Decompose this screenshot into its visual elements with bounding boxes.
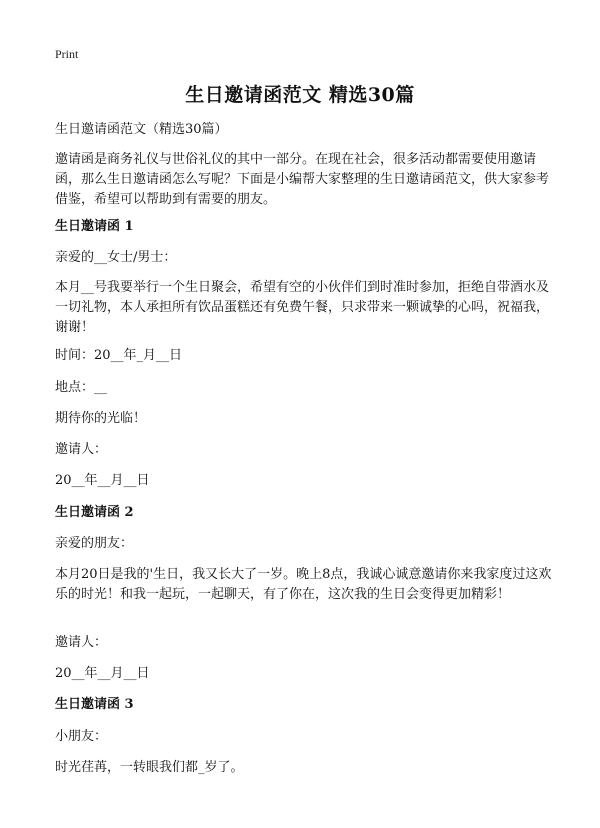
letter1-time: 时间：20__年_月__日 (55, 348, 183, 363)
letter1-heading: 生日邀请函 1 (55, 219, 134, 234)
letter2-greeting: 亲爱的朋友： (55, 536, 134, 551)
letter3-greeting: 小朋友： (55, 729, 108, 744)
letter2-date: 20__年__月__日 (55, 666, 150, 681)
letter2-inviter: 邀请人： (55, 635, 108, 650)
letter2-heading: 生日邀请函 2 (55, 505, 134, 520)
intro-subtitle: 生日邀请函范文（精选30篇） (55, 122, 228, 137)
intro-paragraph: 邀请函是商务礼仪与世俗礼仪的其中一部分。在现在社会，很多活动都需要使用邀请函，那么生日邀请函怎么写呢？下面是小编帮大家整理的生日邀请函范文，供大家参考借鉴，希望可以帮助到有需要的朋友。 (55, 152, 550, 207)
letter1-body: 本月__号我要举行一个生日聚会，希望有空的小伙伴们到时准时参加，拒绝自带酒水及一切礼物，本人承担所有饮品蛋糕还有免费午餐，只求带来一颗诚挚的心吗，祝福我，谢谢！ (55, 280, 550, 335)
print-link[interactable]: Print (55, 47, 79, 61)
letter1-place: 地点：__ (55, 380, 108, 395)
letter1-greeting: 亲爱的__女士/男士： (55, 250, 177, 265)
letter2-body: 本月20日是我的'生日，我又长大了一岁。晚上8点，我诚心诚意邀请你来我家度过这欢乐的时光！和我一起玩，一起聊天，有了你在，这次我的生日会变得更加精彩！ (55, 567, 552, 602)
letter1-closing: 期待你的光临！ (55, 411, 147, 426)
letter1-inviter: 邀请人： (55, 442, 108, 457)
letter1-date: 20__年__月__日 (55, 473, 150, 488)
letter3-heading: 生日邀请函 3 (55, 697, 134, 712)
letter3-body: 时光荏苒，一转眼我们都_岁了。 (55, 760, 244, 775)
page-title: 生日邀请函范文 精选30篇 (185, 84, 415, 106)
